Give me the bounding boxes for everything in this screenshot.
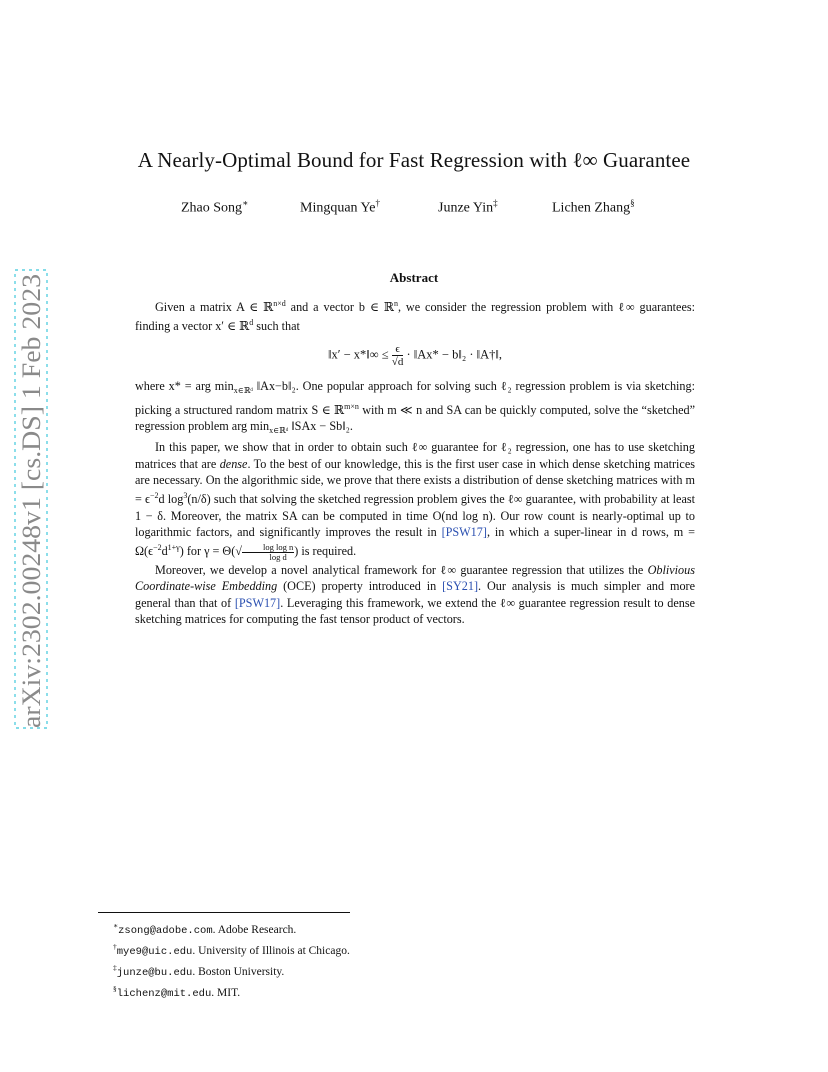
equation-fraction: $\frac{\epsilon}{√d}$ (391, 342, 404, 368)
citation-link-sy21[interactable]: [SY21] (442, 579, 479, 594)
footnote-4: §lichenz@mit.edu. MIT. (113, 984, 241, 1000)
author-email[interactable]: zsong@adobe.com (118, 924, 213, 937)
arxiv-stamp[interactable] (12, 268, 50, 730)
inline-fraction: $\frac{\text{log log n}}{\text{log d}}$ (242, 543, 294, 562)
author-mark: ∗ (242, 198, 249, 208)
footnotes (113, 918, 350, 1002)
author-2 (300, 198, 380, 217)
footnote-2: †mye9@uic.edu. University of Illinois at Chicago. (113, 942, 350, 958)
citation-link-psw17[interactable]: [PSW17] (234, 595, 281, 610)
author-name: Junze Yin (438, 200, 494, 216)
arxiv-stamp-graphic (12, 268, 50, 730)
author-email[interactable]: lichenz@mit.edu (116, 987, 212, 1000)
author-1 (181, 198, 248, 217)
author-mark: † (375, 198, 380, 208)
author-email[interactable]: junze@bu.edu (116, 966, 193, 979)
author-name: Mingquan Ye (300, 200, 376, 216)
author-4 (552, 198, 635, 217)
author-mark: § (630, 198, 635, 208)
abstract-paragraph-2: where x* = arg $\min_{x\in ℝᵈ}$ ‖Ax−b‖₂. One popular approach for solving such ℓ₂ regression problem is via sketching: picking a structured random matrix S ∈ ℝ$^{m\times n}$ with m ≪ n and SA can be quickly computed, solve the “sketched” regression problem arg $\min_{x\in ℝᵈ}$ ‖SAx − Sb‖₂. (135, 378, 696, 436)
footnote-3: ‡junze@bu.edu. Boston University. (113, 963, 285, 979)
abstract-paragraph-4: Moreover, we develop a novel analytical framework for ℓ∞ guarantee regression that utilizes the Oblivious Coordinate-wise Embedding (OCE) property introduced in [SY21]. Our analysis is much simpler and more general than that of [PSW17]. Leveraging this framework, we extend the ℓ∞ guarantee regression result to dense sketching matrices for computing the fast tensor product of vectors. (135, 562, 695, 626)
paper-title: A Nearly-Optimal Bound for Fast Regression with ℓ∞ Guarantee (137, 148, 691, 172)
abstract-heading: Abstract (389, 270, 439, 285)
abstract-body (135, 296, 695, 627)
arxiv-stamp-text: arXiv:2302.00248v1 [cs.DS] 1 Feb 2023 (17, 303, 46, 728)
footnote-1: ∗zsong@adobe.com. Adobe Research. (113, 921, 297, 937)
author-email[interactable]: mye9@uic.edu (116, 945, 193, 958)
footnote-rule (98, 912, 350, 913)
author-3 (438, 198, 498, 217)
abstract-paragraph-3: In this paper, we show that in order to obtain such ℓ∞ guarantee for ℓ₂ regression, one has to use sketching matrices that are dense. To the best of our knowledge, this is the first user case in which dense sketching matrices are necessary. On the algorithmic side, we prove that there exists a distribution of dense sketching matrices with $m = \epsilon^{-2}d$ $\log^3(n/\delta)$ such that solving the sketched regression problem gives the ℓ∞ guarantee, with probability at least 1 − δ. Moreover, the matrix SA can be computed in time O(nd log n). Our row count is nearly-optimal up to logarithmic factors, and significantly improves the result in [PSW17], in which a super-linear in d rows, $m = \Omega(\epsilon^{-2}d^{1+\gamma})$ for γ = Θ(√ $\frac{\text{log log n}}{\text{log d}}$ ) is required. (135, 440, 695, 562)
author-name: Zhao Song (181, 200, 243, 216)
author-name: Lichen Zhang (552, 200, 631, 216)
abstract-paragraph-1: Given a matrix A ∈ ℝ$^{n\times d}$ and a vector b ∈ ℝ$^n$, we consider the regression problem with ℓ∞ guarantees: finding a vector x′ ∈ ℝ$^d$ such that (135, 299, 695, 334)
author-mark: ‡ (493, 198, 498, 208)
display-equation: ‖x′ − x*‖∞ ≤ $\frac{\epsilon}{√d}$ · ‖Ax* − b‖₂ · ‖A†‖, (327, 342, 503, 368)
citation-link-psw17[interactable]: [PSW17] (441, 524, 487, 539)
